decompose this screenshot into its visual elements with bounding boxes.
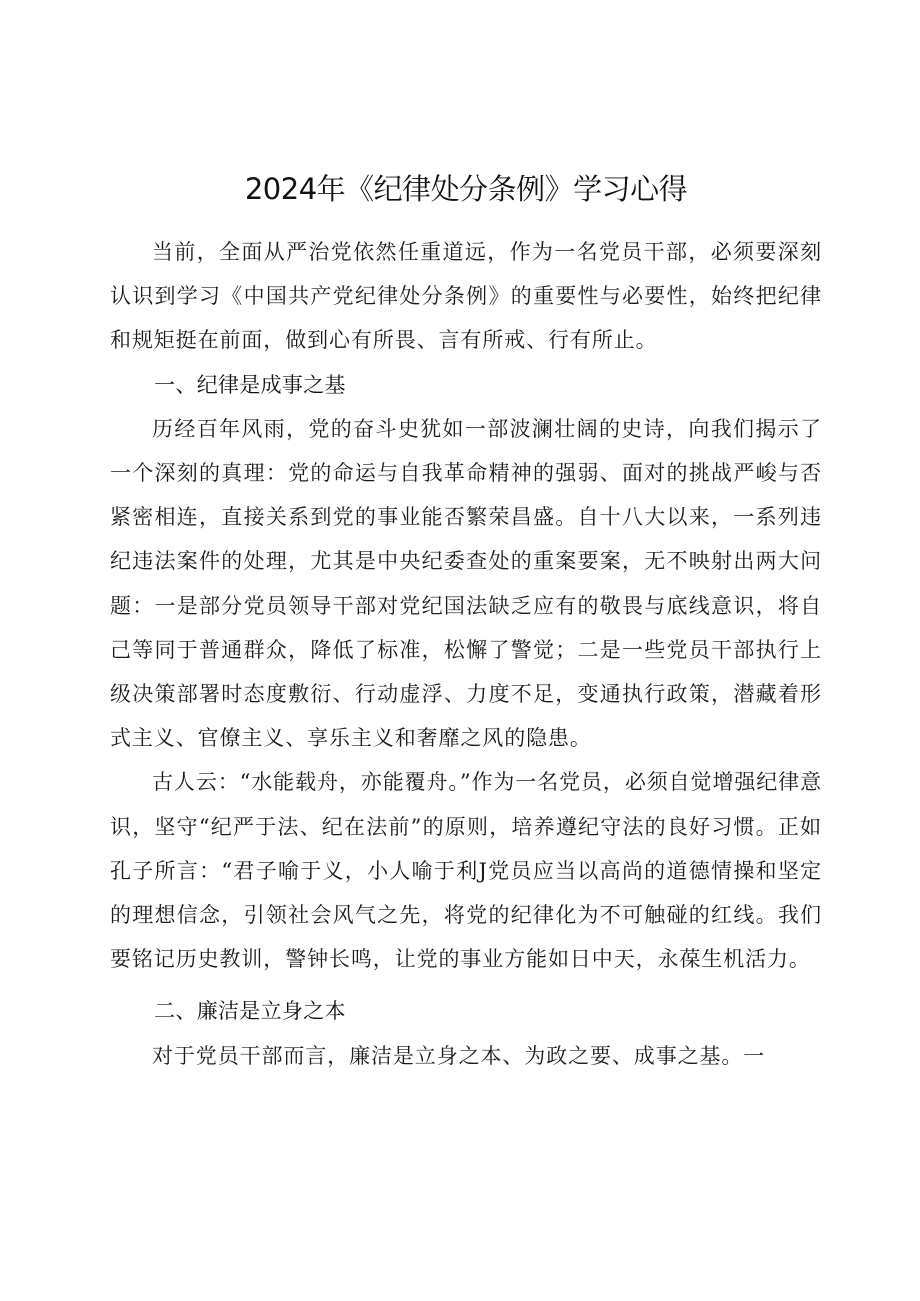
section-1-heading: 一、纪律是成事之基	[154, 372, 346, 397]
document-body	[110, 158, 822, 1078]
section-2-heading: 二、廉洁是立身之本	[154, 999, 346, 1024]
document-title: 2024年《纪律处分条例》学习心得	[244, 172, 688, 206]
section-1-paragraph-2: 古人云：“水能载舟，亦能覆舟。”作为一名党员，必须自觉增强纪律意识，坚守“纪严于法、纪在法前”的原则，培养遵纪守法的良好习惯。正如孔子所言：“君子喻于义，小人喻于利J党员应当以高尚的道德情操和坚定的理想信念，引领社会风气之先，将党的纪律化为不可触碰的红线。我们要铭记历史教训，警钟长鸣，让党的事业方能如日中天，永葆生机活力。	[110, 770, 822, 972]
section-1-paragraph-1: 历经百年风雨，党的奋斗史犹如一部波澜壮阔的史诗，向我们揭示了一个深刻的真理：党的命运与自我革命精神的强弱、面对的挑战严峻与否紧密相连，直接关系到党的事业能否繁荣昌盛。自十八大以来，一系列违纪违法案件的处理，尤其是中央纪委查处的重案要案，无不映射出两大问题：一是部分党员领导干部对党纪国法缺乏应有的敬畏与底线意识，将自己等同于普通群众，降低了标准，松懈了警觉；二是一些党员干部执行上级决策部署时态度敷衍、行动虚浮、力度不足，变通执行政策，潜藏着形式主义、官僚主义、享乐主义和奢靡之风的隐患。	[110, 416, 822, 751]
section-2-paragraph-1: 对于党员干部而言，廉洁是立身之本、为政之要、成事之基。一	[152, 1043, 766, 1068]
intro-paragraph: 当前，全面从严治党依然任重道远，作为一名党员干部，必须要深刻认识到学习《中国共产党纪律处分条例》的重要性与必要性，始终把纪律和规矩挺在前面，做到心有所畏、言有所戒、行有所止。	[110, 240, 822, 353]
